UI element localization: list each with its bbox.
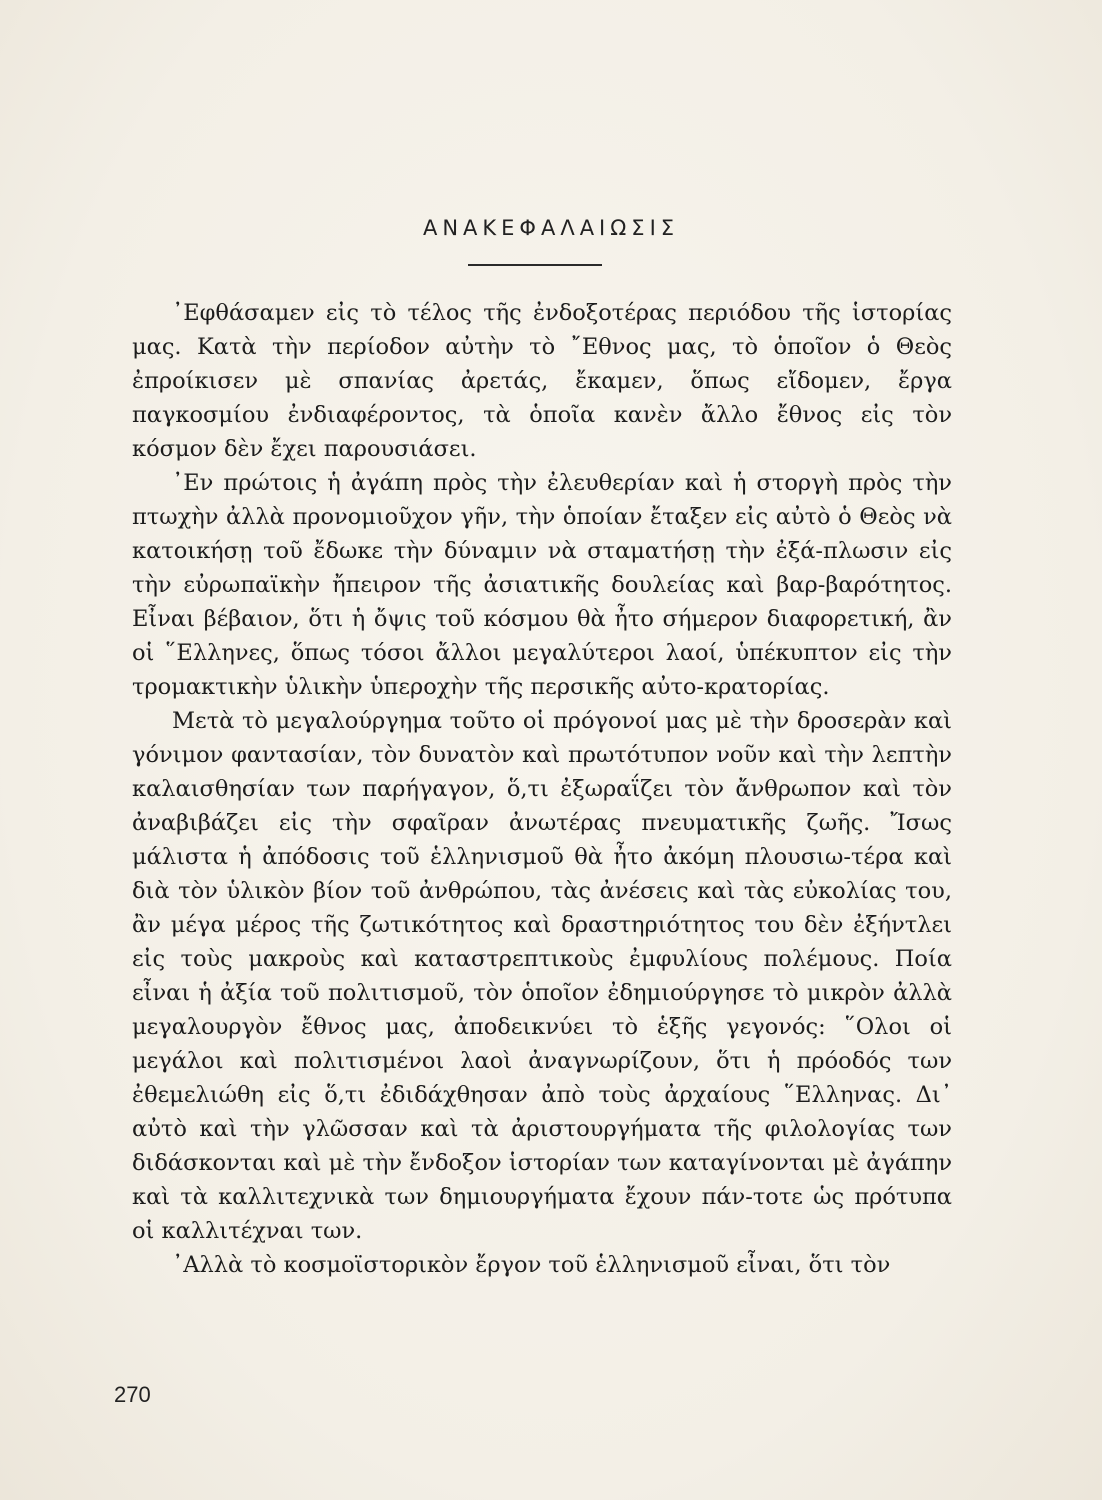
page-number: 270 [114,1382,151,1407]
paragraph-4: ᾿Αλλὰ τὸ κοσμοϊστορικὸν ἔργον τοῦ ἑλληνισμοῦ εἶναι, ὅτι τὸν [172,1252,891,1278]
body-text [132,296,952,1282]
chapter-heading: ΑΝΑΚΕΦΑΛΑΙΩΣΙΣ [422,216,680,240]
paragraph-1: ᾿Εφθάσαμεν εἰς τὸ τέλος τῆς ἐνδοξοτέρας περιόδου τῆς ἱστορίας μας. Κατὰ τὴν περίοδον αὐτὴν τὸ ῎Εθνος μας, τὸ ὁποῖον ὁ Θεὸς ἐπροίκισεν μὲ σπανίας ἀρετάς, ἔκαμεν, ὅπως εἴδομεν, ἔργα παγκοσμίου ἐνδιαφέροντος, τὰ ὁποῖα κανὲν ἄλλο ἔθνος εἰς τὸν κόσμον δὲν ἔχει παρουσιάσει. [132,300,952,462]
heading-rule [468,264,602,266]
paragraph-2: ᾿Εν πρώτοις ἡ ἀγάπη πρὸς τὴν ἐλευθερίαν καὶ ἡ στοργὴ πρὸς τὴν πτωχὴν ἀλλὰ προνομιοῦχον γῆν, τὴν ὁποίαν ἔταξεν εἰς αὐτὸ ὁ Θεὸς νὰ κατοικήσῃ τοῦ ἔδωκε τὴν δύναμιν νὰ σταματήσῃ τὴν ἐξά-πλωσιν εἰς τὴν εὐρωπαϊκὴν ἤπειρον τῆς ἀσιατικῆς δουλείας καὶ βαρ-βαρότητος. Εἶναι βέβαιον, ὅτι ἡ ὄψις τοῦ κόσμου θὰ ἦτο σήμερον διαφορετική, ἂν οἱ ῞Ελληνες, ὅπως τόσοι ἄλλοι μεγαλύτεροι λαοί, ὑπέκυπτον εἰς τὴν τρομακτικὴν ὑλικὴν ὑπεροχὴν τῆς περσικῆς αὐτο-κρατορίας. [132,470,952,700]
paragraph-3: Μετὰ τὸ μεγαλούργημα τοῦτο οἱ πρόγονοί μας μὲ τὴν δροσερὰν καὶ γόνιμον φαντασίαν, τὸν δυνατὸν καὶ πρωτότυπον νοῦν καὶ τὴν λεπτὴν καλαισθησίαν των παρήγαγον, ὅ,τι ἐξωραΐζει τὸν ἄνθρωπον καὶ τὸν ἀναβιβάζει εἰς τὴν σφαῖραν ἀνωτέρας πνευματικῆς ζωῆς. Ἴσως μάλιστα ἡ ἀπόδοσις τοῦ ἑλληνισμοῦ θὰ ἦτο ἀκόμη πλουσιω-τέρα καὶ διὰ τὸν ὑλικὸν βίον τοῦ ἀνθρώπου, τὰς ἀνέσεις καὶ τὰς εὐκολίας του, ἂν μέγα μέρος τῆς ζωτικότητος καὶ δραστηριότητος του δὲν ἐξήντλει εἰς τοὺς μακροὺς καὶ καταστρεπτικοὺς ἐμφυλίους πολέμους. Ποία εἶναι ἡ ἀξία τοῦ πολιτισμοῦ, τὸν ὁποῖον ἐδημιούργησε τὸ μικρὸν ἀλλὰ μεγαλουργὸν ἔθνος μας, ἀποδεικνύει τὸ ἑξῆς γεγονός: ῞Ολοι οἱ μεγάλοι καὶ πολιτισμένοι λαοὶ ἀναγνωρίζουν, ὅτι ἡ πρόοδός των ἐθεμελιώθη εἰς ὅ,τι ἐδιδάχθησαν ἀπὸ τοὺς ἀρχαίους ῞Ελληνας. Δι᾿ αὐτὸ καὶ τὴν γλῶσσαν καὶ τὰ ἀριστουργήματα τῆς φιλολογίας των διδάσκονται καὶ μὲ τὴν ἔνδοξον ἱστορίαν των καταγίνονται μὲ ἀγάπην καὶ τὰ καλλιτεχνικὰ των δημιουργήματα ἔχουν πάν-τοτε ὡς πρότυπα οἱ καλλιτέχναι των. [132,708,953,1244]
